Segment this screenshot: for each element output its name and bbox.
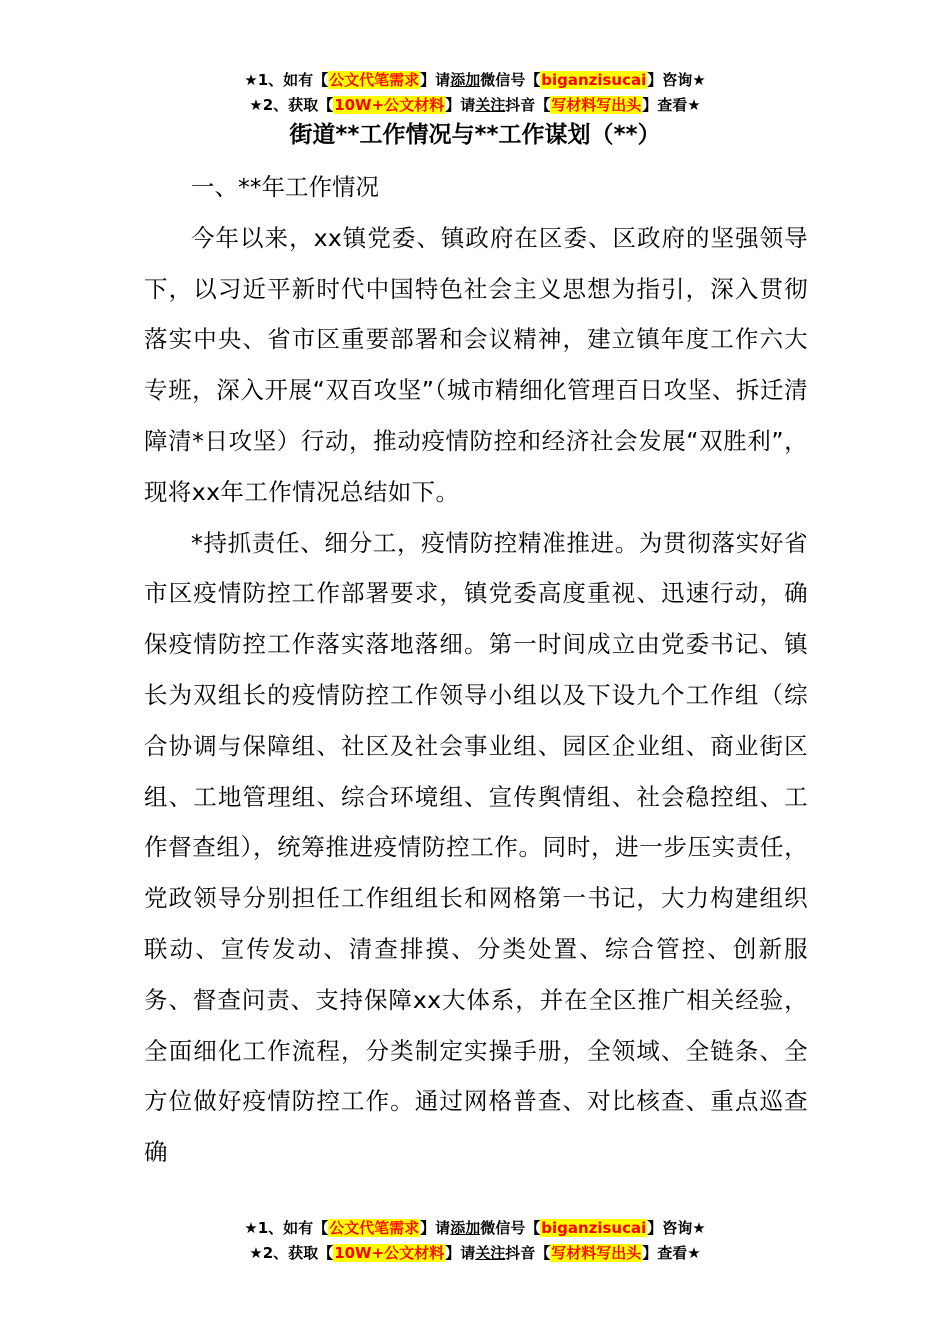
promo-text: 】请 (420, 71, 451, 89)
promo-underlined: 添加 (450, 71, 481, 89)
promo-text: 】咨询★ (647, 71, 706, 89)
footer-promo (0, 1216, 950, 1266)
promo-highlight: 公文代笔需求 (329, 71, 420, 89)
promo-text: 微信号【 (480, 71, 541, 89)
document-title: 街道**工作情况与**工作谋划（**） (289, 122, 661, 148)
header-promo (0, 68, 950, 118)
promo-line-1 (0, 1216, 950, 1241)
paragraph-epidemic-control: *持抓责任、细分工，疫情防控精准推进。为贯彻落实好省市区疫情防控工作部署要求，镇党委高度重视、迅速行动，确保疫情防控工作落实落地落细。第一时间成立由党委书记、镇长为双组长的疫情防控工作领导小组以及下设九个工作组（综合协调与保障组、社区及社会事业组、园区企业组、商业街区组、工地管理组、综合环境组、宣传舆情组、社会稳控组、工作督查组），统筹推进疫情防控工作。同时，进一步压实责任，党政领导分别担任工作组组长和网格第一书记，大力构建组织联动、宣传发动、清查排摸、分类处置、综合管控、创新服务、督查问责、支持保障xx大体系，并在全区推广相关经验，全面细化工作流程，分类制定实操手册，全领域、全链条、全方位做好疫情防控工作。通过网格普查、对比核查、重点巡查确 (144, 528, 808, 1167)
promo-douyin-id: 写材料写出头 (551, 96, 642, 114)
promo-line-2 (0, 93, 950, 118)
promo-highlight: 公文代笔需求 (329, 1219, 420, 1237)
paragraph-intro: 今年以来，xx镇党委、镇政府在区委、区政府的坚强领导下，以习近平新时代中国特色社会主义思想为指引，深入贯彻落实中央、省市区重要部署和会议精神，建立镇年度工作六大专班，深入开展“双百攻坚”（城市精细化管理百日攻坚、拆迁清障清*日攻坚）行动，推动疫情防控和经济社会发展“双胜利”，现将xx年工作情况总结如下。 (144, 223, 808, 506)
promo-line-1 (0, 68, 950, 93)
promo-text: ★2、获取【 (249, 96, 334, 114)
promo-douyin-id: 写材料写出头 (551, 1244, 642, 1262)
promo-text: 】查看★ (642, 96, 701, 114)
document-body (144, 162, 808, 1178)
promo-text: ★2、获取【 (249, 1244, 334, 1262)
section-heading: 一、**年工作情况 (191, 173, 379, 201)
promo-underlined: 关注 (475, 1244, 506, 1262)
promo-text: 】咨询★ (647, 1219, 706, 1237)
promo-text: 抖音【 (505, 96, 551, 114)
promo-text: ★1、如有【 (244, 71, 329, 89)
promo-wechat-id: biganzisucai (541, 1219, 647, 1237)
promo-text: 抖音【 (505, 1244, 551, 1262)
promo-line-2 (0, 1241, 950, 1266)
promo-text: 微信号【 (480, 1219, 541, 1237)
promo-underlined: 关注 (475, 96, 506, 114)
promo-text: 】请 (445, 1244, 476, 1262)
promo-text: 】请 (445, 96, 476, 114)
promo-underlined: 添加 (450, 1219, 481, 1237)
promo-wechat-id: biganzisucai (541, 71, 647, 89)
promo-highlight: 10W+公文材料 (334, 96, 445, 114)
promo-highlight: 10W+公文材料 (334, 1244, 445, 1262)
promo-text: 】请 (420, 1219, 451, 1237)
promo-text: 】查看★ (642, 1244, 701, 1262)
promo-text: ★1、如有【 (244, 1219, 329, 1237)
